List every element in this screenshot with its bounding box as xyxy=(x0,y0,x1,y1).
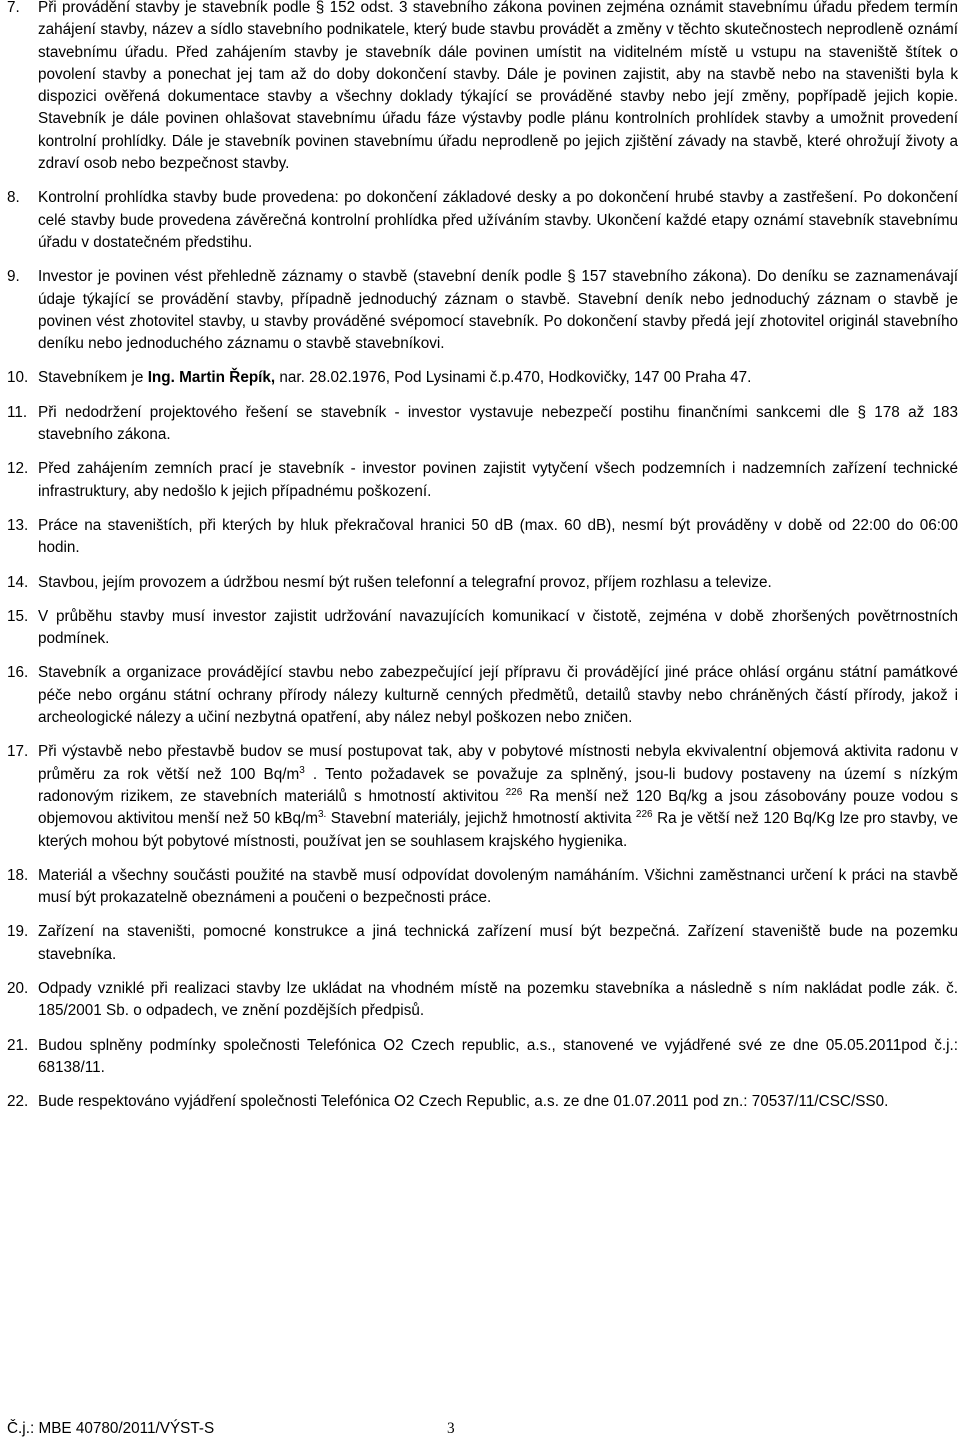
item-number: 22. xyxy=(7,1093,29,1111)
item-number: 15. xyxy=(7,607,29,625)
page-number: 3 xyxy=(447,1420,455,1437)
condition-10 xyxy=(7,367,958,389)
text-part: Ra menší než 120 Bq/kg a jsou zásobovány pouze vodou s objemovou aktivitou menší než 50 kBq/m xyxy=(38,787,958,828)
condition-11 xyxy=(7,402,958,447)
item-number: 18. xyxy=(7,866,29,884)
condition-13 xyxy=(7,515,958,560)
item-text: Práce na staveništích, při kterých by hluk překračoval hranici 50 dB (max. 60 dB), nesmí být prováděny v době od 22:00 do 06:00 hodin. xyxy=(38,516,958,557)
text-after: nar. 28.02.1976, Pod Lysinami č.p.470, Hodkovičky, 147 00 Praha 47. xyxy=(275,369,752,387)
condition-12 xyxy=(7,458,958,503)
superscript: 226 xyxy=(635,809,653,821)
item-text: Zařízení na staveništi, pomocné konstrukce a jiná technická zařízení musí být bezpečná. Zařízení staveniště bude na pozemku stavebníka. xyxy=(38,923,958,963)
superscript: 3 xyxy=(299,764,305,776)
item-text: Budou splněny podmínky společnosti Telefónica O2 Czech republic, a.s., stanovené ve vyjádřené své ze dne 05.05.2011pod č.j.: 68138/11. xyxy=(38,1036,958,1076)
condition-9 xyxy=(7,266,958,355)
item-text xyxy=(38,743,958,849)
conditions-list xyxy=(7,0,958,1125)
item-text: Kontrolní prohlídka stavby bude provedena: po dokončení základové desky a po dokončení hrubé stavby a zastřešení. Po dokončení celé stavby bude provedena závěrečná kontrolní prohlídka před užíváním stavby. Ukončení každé etapy oznámí stavebník stavebnímu úřadu v dostatečném předstihu. xyxy=(38,189,958,251)
item-number: 11. xyxy=(7,403,28,421)
text-part: Stavební materiály, jejichž hmotností aktivita xyxy=(326,810,636,828)
text-part: Ra je větší než 120 Bq/Kg lze pro stavby, ve kterých mohou být pobytové místnosti, používat jen se souhlasem krajského hygienika. xyxy=(38,810,959,850)
condition-15 xyxy=(7,606,958,651)
condition-18 xyxy=(7,865,958,910)
condition-16 xyxy=(7,662,958,729)
item-number: 17. xyxy=(7,743,29,761)
item-text xyxy=(38,369,751,386)
condition-21 xyxy=(7,1035,958,1080)
superscript: 3. xyxy=(317,809,327,821)
item-number: 21. xyxy=(7,1036,29,1054)
condition-20 xyxy=(7,978,958,1023)
item-number: 13. xyxy=(7,516,29,534)
text-part: Při výstavbě nebo přestavbě budov se musí postupovat tak, aby v pobytové místnosti nebyla ekvivalentní objemová aktivita radonu v průměru za rok větší než 100 Bq/m xyxy=(38,743,958,783)
condition-14 xyxy=(7,572,958,594)
item-number: 19. xyxy=(7,923,29,941)
item-text: Stavebník a organizace provádějící stavbu nebo zabezpečující její přípravu či provádějící jiné práce ohlásí orgánu státní památkové péče nebo orgánu státní ochrany přírody nálezy kulturně cenných předmětů, detailů stavby nebo chráněných částí přírody, jakož i archeologické nálezy a učiní nezbytná opatření, aby nález nebyl poškozen nebo zničen. xyxy=(38,664,958,727)
item-text: Bude respektováno vyjádření společnosti Telefónica O2 Czech Republic, a.s. ze dne 01.07.2011 pod zn.: 70537/11/CSC/SS0. xyxy=(38,1093,889,1111)
condition-7 xyxy=(7,0,958,175)
text-before: Stavebníkem je xyxy=(38,369,148,387)
item-text: Stavbou, jejím provozem a údržbou nesmí být rušen telefonní a telegrafní provoz, příjem rozhlasu a televize. xyxy=(38,573,772,591)
item-number: 14. xyxy=(7,573,29,591)
builder-name: Ing. Martin Řepík, xyxy=(147,369,276,387)
item-number: 9. xyxy=(7,268,20,286)
item-text: Při provádění stavby je stavebník podle § 152 odst. 3 stavebního zákona povinen zejména oznámit stavebnímu úřadu předem termín zahájení stavby, název a sídlo stavebního podnikatele, který bude stavbu provádět a změny v těchto skutečnostech neprodleně oznámí stavebnímu úřadu. Před zahájením stavby je stavebník dále povinen umístit na viditelném místě u vstupu na staveniště štítek o povolení stavby a ponechat jej tam až do doby dokončení stavby. Dále je povinen zajistit, aby na stavbě nebo na staveništi byla k dispozici ověřená dokumentace stavby a všechny doklady týkající se prováděné stavby nebo její změny, popřípadě jejich kopie. Stavebník je dále povinen ohlašovat stavebnímu úřadu fáze výstavby podle plánu kontrolních prohlídek stavby a umožnit provedení kontrolní prohlídky. Dále je stavebník povinen stavebnímu úřadu neprodleně po jejich zjištění závady na stavbě, které ohrožují životy a zdraví osob nebo bezpečnost stavby. xyxy=(38,0,958,173)
item-number: 16. xyxy=(7,664,29,682)
item-number: 8. xyxy=(7,189,20,207)
item-text: Při nedodržení projektového řešení se stavebník - investor vystavuje nebezpečí postihu finančními sankcemi dle § 178 až 183 stavebního zákona. xyxy=(38,403,958,444)
condition-8 xyxy=(7,187,958,254)
item-text: V průběhu stavby musí investor zajistit udržování navazujících komunikací v čistotě, zejména v době zhoršených povětrnostních podmínek. xyxy=(38,607,958,648)
superscript: 226 xyxy=(505,786,523,798)
condition-22 xyxy=(7,1091,958,1113)
item-text: Před zahájením zemních prací je stavebník - investor povinen zajistit vytyčení všech podzemních i nadzemních zařízení technické infrastruktury, aby nedošlo k jejich případnému poškození. xyxy=(38,460,958,500)
item-number: 12. xyxy=(7,460,29,478)
item-text: Odpady vzniklé při realizaci stavby lze ukládat na vhodném místě na pozemku stavebníka a následně s ním nakládat podle zák. č. 185/2001 Sb. o odpadech, ve znění pozdějších předpisů. xyxy=(38,979,958,1020)
text-part: . Tento požadavek se považuje za splněný, jsou-li budovy postaveny na území s nízkým radonovým rizikem, ze stavebních materiálů s hmotností aktivitou xyxy=(38,765,958,805)
item-number: 10. xyxy=(7,369,29,387)
item-text: Investor je povinen vést přehledně záznamy o stavbě (stavební deník podle § 157 stavebního zákona). Do deníku se zaznamenávají údaje týkající se provádění stavby, případně jednoduchý záznam o stavbě. Stavební deník nebo jednoduchý záznam o stavbě je povinen vést zhotovitel stavby, u stavby prováděné svépomocí stavebník. Po dokončení stavby předá její zhotovitel originál stavebního deníku nebo jednoduchého záznamu o stavbě stavebníkovi. xyxy=(38,268,958,353)
condition-17 xyxy=(7,741,958,852)
item-text: Materiál a všechny součásti použité na stavbě musí odpovídat dovoleným namáháním. Všichni zaměstnanci určení k práci na stavbě musí být prokazatelně obeznámeni a poučeni o bezpečnosti práce. xyxy=(38,866,958,907)
item-number: 7. xyxy=(7,0,20,16)
condition-19 xyxy=(7,921,958,966)
reference-number: Č.j.: MBE 40780/2011/VÝST-S xyxy=(7,1420,215,1437)
item-number: 20. xyxy=(7,979,29,997)
